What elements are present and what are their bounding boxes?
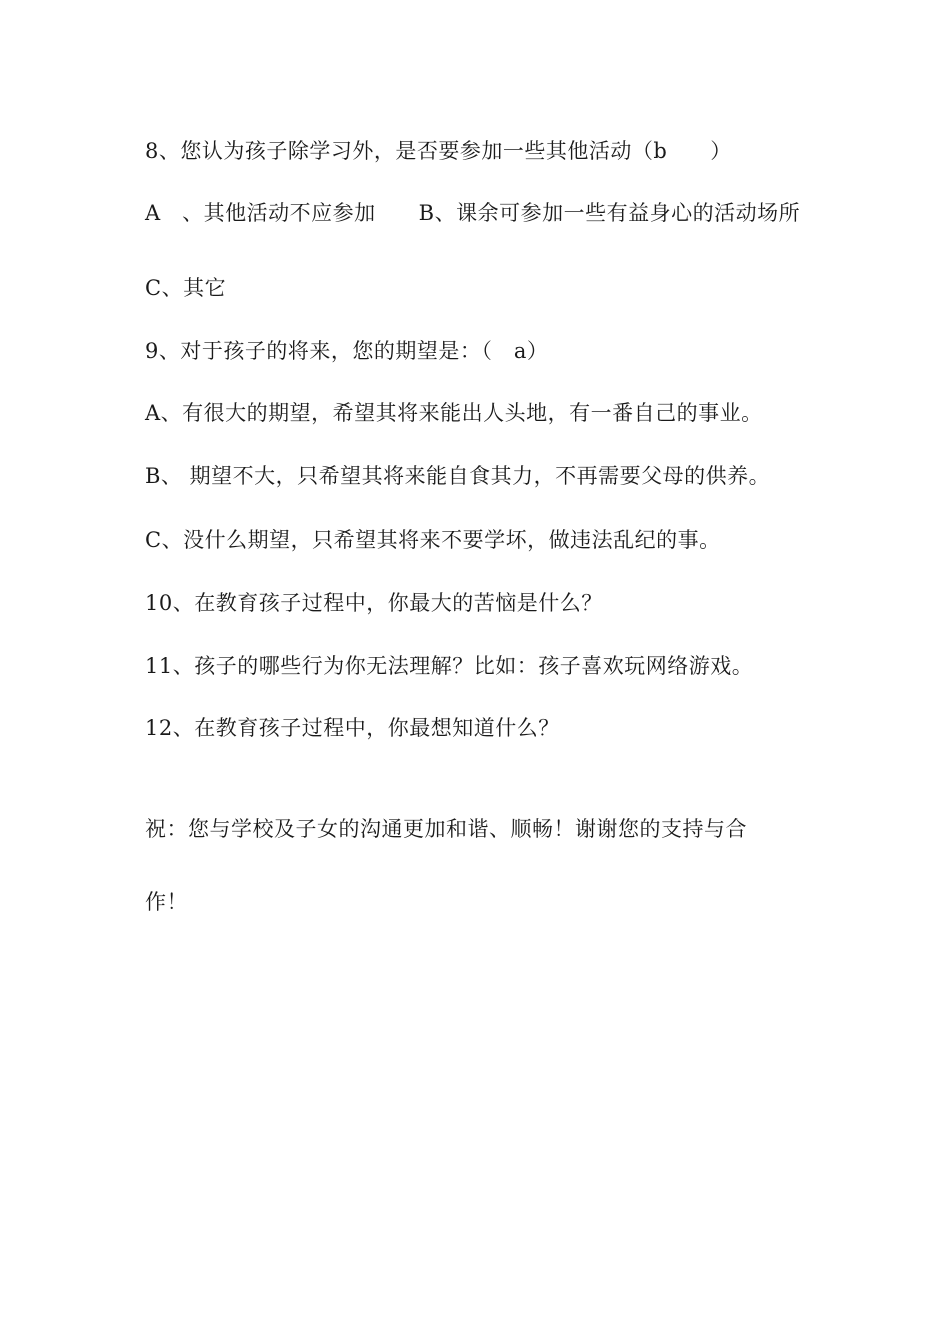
question-8: 8、您认为孩子除学习外，是否要参加一些其他活动（b ） (145, 139, 732, 163)
closing-line-2: 作！ (145, 890, 188, 914)
question-9-option-a: A、有很大的期望，希望其将来能出人头地，有一番自己的事业。 (145, 401, 763, 425)
question-10: 10、在教育孩子过程中，你最大的苦恼是什么？ (145, 591, 603, 615)
question-11: 11、孩子的哪些行为你无法理解？比如：孩子喜欢玩网络游戏。 (145, 654, 754, 678)
question-9: 9、对于孩子的将来，您的期望是：（ a） (145, 339, 549, 363)
question-9-option-c: C、没什么期望，只希望其将来不要学坏，做违法乱纪的事。 (145, 528, 721, 552)
question-12: 12、在教育孩子过程中，你最想知道什么？ (145, 716, 560, 740)
question-9-option-b: B、 期望不大，只希望其将来能自食其力，不再需要父母的供养。 (145, 464, 771, 488)
question-8-option-c: C、其它 (145, 276, 227, 300)
question-8-options-ab: A 、其他活动不应参加 B、课余可参加一些有益身心的活动场所 (145, 201, 801, 225)
closing-line-1: 祝：您与学校及子女的沟通更加和谐、顺畅！谢谢您的支持与合 (145, 817, 747, 841)
